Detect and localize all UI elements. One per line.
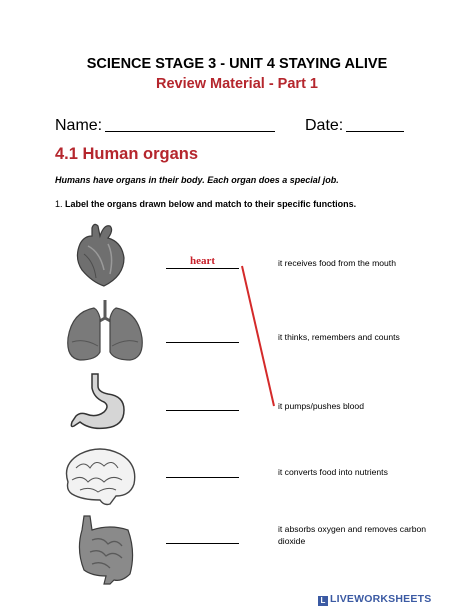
function-1: it receives food from the mouth <box>278 258 396 268</box>
function-4: it converts food into nutrients <box>278 467 388 477</box>
section-heading: 4.1 Human organs <box>55 145 199 163</box>
name-field <box>55 116 275 135</box>
match-line <box>238 262 280 412</box>
intestines-icon <box>70 512 140 586</box>
answer-1: heart <box>189 255 216 267</box>
heart-icon <box>70 222 130 288</box>
section-intro: Humans have organs in their body. Each organ does a special job. <box>55 175 339 185</box>
date-field <box>305 116 404 135</box>
instruction-text: Label the organs drawn below and match to their specific functions. <box>65 199 357 209</box>
stomach-icon <box>68 372 138 434</box>
function-2: it thinks, remembers and counts <box>278 332 400 342</box>
date-input-line[interactable] <box>346 116 404 132</box>
answer-blank-1[interactable] <box>166 268 239 269</box>
liveworksheets-logo <box>318 593 431 606</box>
answer-blank-3[interactable] <box>166 410 239 411</box>
function-5: it absorbs oxygen and removes carbon dioxide <box>278 524 427 546</box>
answer-blank-2[interactable] <box>166 342 239 343</box>
name-input-line[interactable] <box>105 116 275 132</box>
lungs-icon <box>62 298 148 364</box>
page-title: SCIENCE STAGE 3 - UNIT 4 STAYING ALIVE <box>86 56 388 72</box>
logo-text: LIVEWORKSHEETS <box>330 593 432 605</box>
logo-mark: L <box>318 596 328 606</box>
instruction <box>55 199 356 209</box>
brain-icon <box>60 446 140 508</box>
name-label: Name: <box>55 117 103 134</box>
answer-blank-5[interactable] <box>166 543 239 544</box>
date-label: Date: <box>305 117 344 134</box>
page-subtitle: Review Material - Part 1 <box>156 76 318 92</box>
instruction-number: 1. <box>55 199 63 209</box>
answer-blank-4[interactable] <box>166 477 239 478</box>
function-3: it pumps/pushes blood <box>278 401 364 411</box>
